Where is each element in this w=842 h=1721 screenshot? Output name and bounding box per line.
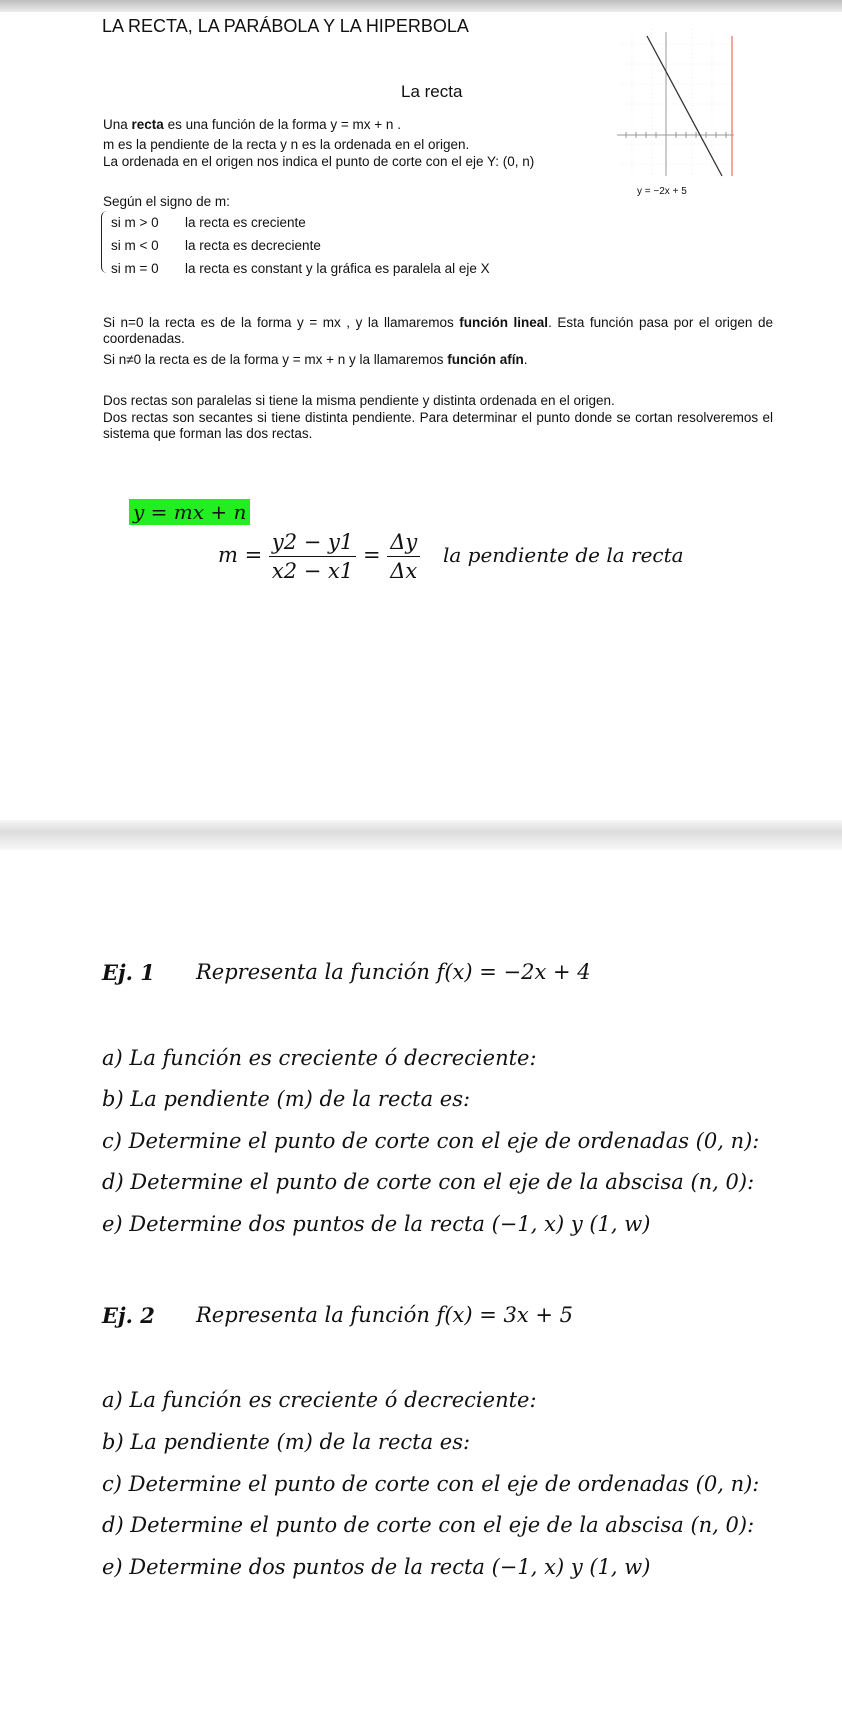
exercise-1-item-b: b) La pendiente (m) de la recta es: [102,1087,471,1111]
graph-label: y = −2x + 5 [637,186,687,196]
affine-bold: función afín [447,352,524,367]
section-title: La recta [401,82,463,101]
exercise-2-item-b: b) La pendiente (m) de la recta es: [102,1430,471,1454]
function-line [647,36,722,176]
parallel-paragraph: Dos rectas son paralelas si tiene la misma pendiente y distinta ordenada en el origen. [103,393,615,408]
slope-fraction-1 [269,530,356,583]
definition-text: Una [103,117,132,132]
fraction-1-denominator: x2 − x1 [271,559,354,583]
linear-bold: función lineal [459,315,549,330]
case-3-text: la recta es constant y la gráfica es paralela al eje X [185,261,490,276]
affine-text: Si n≠0 la recta es de la forma y = mx + n y la llamaremos [103,352,448,367]
exercise-2-label: Ej. 2 [102,1303,155,1328]
slope-formula [218,530,684,583]
fraction-2-numerator: Δy [387,530,420,557]
case-1-text: la recta es creciente [185,215,306,230]
highlighted-formula: y = mx + n [129,499,250,525]
case-2-text: la recta es decreciente [185,238,321,253]
linear-function-paragraph [103,315,773,347]
exercise-1-item-a: a) La función es creciente ó decreciente: [102,1046,537,1070]
exercise-2-heading [102,1303,574,1328]
definition-line-3: La ordenada en el origen nos indica el punto de corte con el eje Y: (0, n) [103,154,535,169]
exercise-2-item-d: d) Determine el punto de corte con el eje de la abscisa (n, 0): [102,1513,755,1537]
exercise-1-item-c: c) Determine el punto de corte con el eje de ordenadas (0, n): [102,1129,760,1153]
slope-description: la pendiente de la recta [442,543,684,567]
page-1 [0,12,842,820]
equals-sign: = [362,543,381,567]
slope-m: m = [218,543,263,567]
linear-text: Si n=0 la recta es de la forma y = mx , y la llamaremos [103,315,460,330]
slope-fraction-2 [387,530,420,583]
definition-line-2: m es la pendiente de la recta y n es la ordenada en el origen. [103,137,470,152]
case-3-condition: si m = 0 [111,261,159,276]
definition-bold: recta [131,117,164,132]
secant-paragraph: Dos rectas son secantes si tiene distinta pendiente. Para determinar el punto donde se cortan resolveremos el sistema que forman las dos rectas. [103,410,773,441]
exercise-2-item-a: a) La función es creciente ó decreciente: [102,1388,537,1412]
linear-text: . Esta función pasa por el origen de coordenadas. [103,315,773,346]
exercise-1-item-e: e) Determine dos puntos de la recta (−1, x) y (1, w) [102,1212,651,1236]
exercise-1-statement: Representa la función f(x) = −2x + 4 [196,960,591,984]
case-1-condition: si m > 0 [111,215,159,230]
exercise-1-item-d: d) Determine el punto de corte con el eje de la abscisa (n, 0): [102,1170,755,1194]
fraction-2-denominator: Δx [390,559,418,583]
exercise-1-label: Ej. 1 [102,960,155,985]
line-graph [612,24,742,196]
definition-line-1 [103,117,401,133]
sign-intro: Según el signo de m: [103,194,230,209]
affine-text: . [523,352,528,367]
exercise-1-heading [102,960,591,985]
fraction-1-numerator: y2 − y1 [269,530,356,557]
affine-function-paragraph [103,352,528,368]
definition-text: es una función de la forma y = mx + n . [163,117,401,132]
page-separator [0,820,842,850]
exercise-2-statement: Representa la función f(x) = 3x + 5 [196,1303,574,1327]
exercise-2-item-e: e) Determine dos puntos de la recta (−1, x) y (1, w) [102,1555,651,1579]
document-title: LA RECTA, LA PARÁBOLA Y LA HIPERBOLA [102,16,469,36]
exercise-2-item-c: c) Determine el punto de corte con el eje de ordenadas (0, n): [102,1472,760,1496]
cases-brace [101,211,110,273]
page-2 [0,850,842,1721]
case-2-condition: si m < 0 [111,238,159,253]
